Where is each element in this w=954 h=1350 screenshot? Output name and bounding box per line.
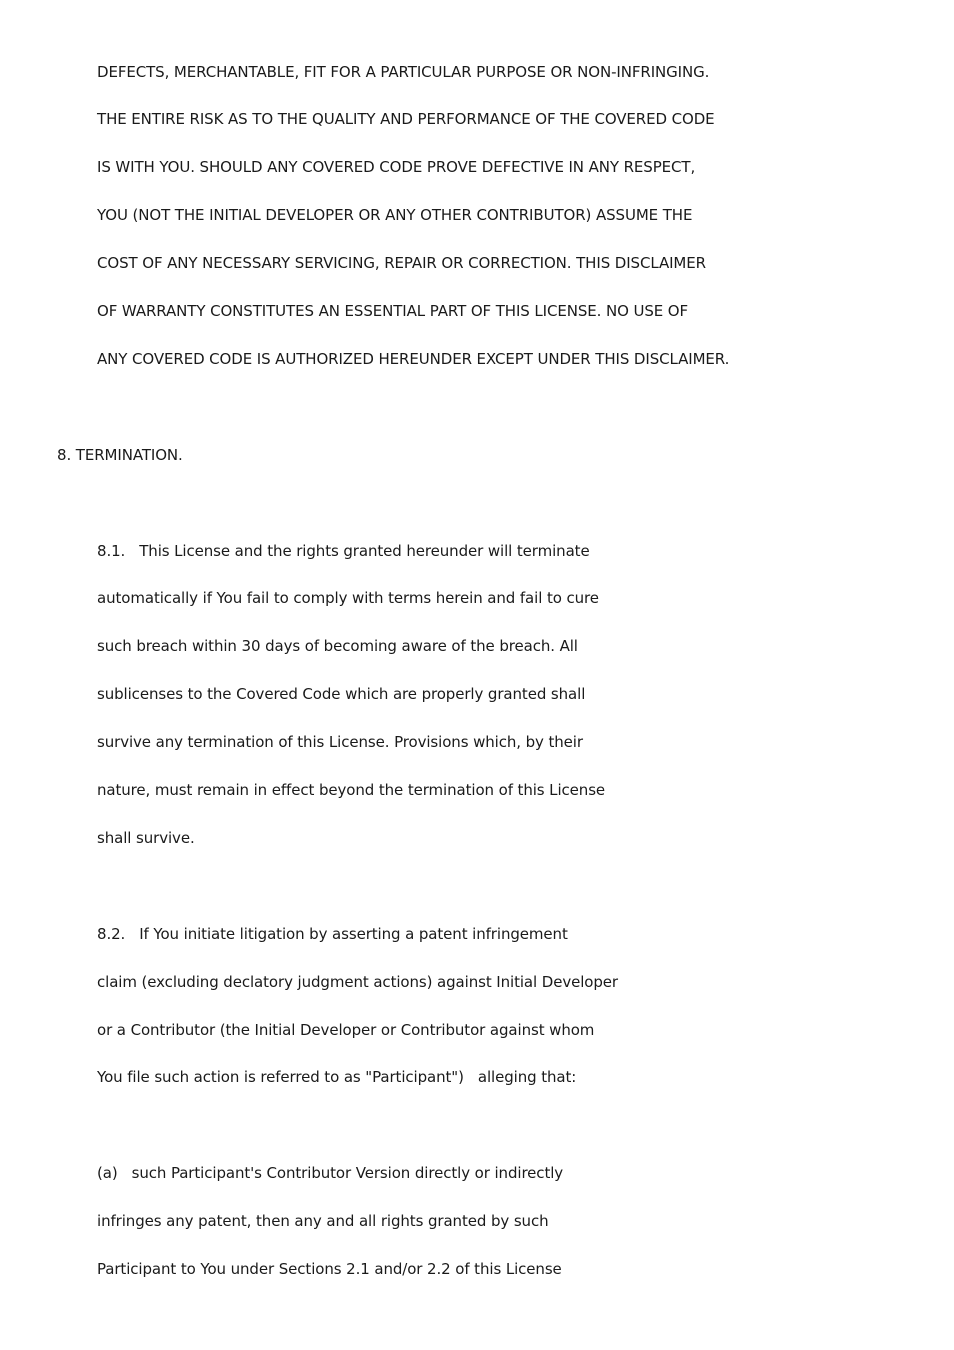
text-line: nature, must remain in effect beyond the termination of this License <box>97 781 606 799</box>
text-line: THE ENTIRE RISK AS TO THE QUALITY AND PERFORMANCE OF THE COVERED CODE <box>97 110 715 128</box>
text-line: You file such action is referred to as "Participant") alleging that: <box>97 1068 577 1086</box>
text-line: OF WARRANTY CONSTITUTES AN ESSENTIAL PART OF THIS LICENSE. NO USE OF <box>97 302 689 320</box>
text-line: or a Contributor (the Initial Developer or Contributor against whom <box>97 1021 595 1039</box>
text-line: automatically if You fail to comply with terms herein and fail to cure <box>97 589 599 607</box>
text-line: infringes any patent, then any and all rights granted by such <box>97 1212 549 1230</box>
text-line: shall survive. <box>97 829 195 847</box>
text-line: ANY COVERED CODE IS AUTHORIZED HEREUNDER EXCEPT UNDER THIS DISCLAIMER. <box>97 350 730 368</box>
section-heading: 8. TERMINATION. <box>57 446 183 464</box>
text-line: 8.1. This License and the rights granted hereunder will terminate <box>97 542 590 560</box>
text-line: IS WITH YOU. SHOULD ANY COVERED CODE PROVE DEFECTIVE IN ANY RESPECT, <box>97 158 696 176</box>
text-line: DEFECTS, MERCHANTABLE, FIT FOR A PARTICULAR PURPOSE OR NON-INFRINGING. <box>97 63 710 81</box>
text-line: (a) such Participant's Contributor Version directly or indirectly <box>97 1164 564 1182</box>
text-line: sublicenses to the Covered Code which are properly granted shall <box>97 685 586 703</box>
text-line: claim (excluding declatory judgment actions) against Initial Developer <box>97 973 619 991</box>
text-line: survive any termination of this License. Provisions which, by their <box>97 733 583 751</box>
text-line: Participant to You under Sections 2.1 and/or 2.2 of this License <box>97 1260 562 1278</box>
text-line: 8.2. If You initiate litigation by asserting a patent infringement <box>97 925 568 943</box>
text-line: such breach within 30 days of becoming aware of the breach. All <box>97 637 578 655</box>
text-line: YOU (NOT THE INITIAL DEVELOPER OR ANY OTHER CONTRIBUTOR) ASSUME THE <box>97 206 693 224</box>
text-line: COST OF ANY NECESSARY SERVICING, REPAIR OR CORRECTION. THIS DISCLAIMER <box>97 254 706 272</box>
